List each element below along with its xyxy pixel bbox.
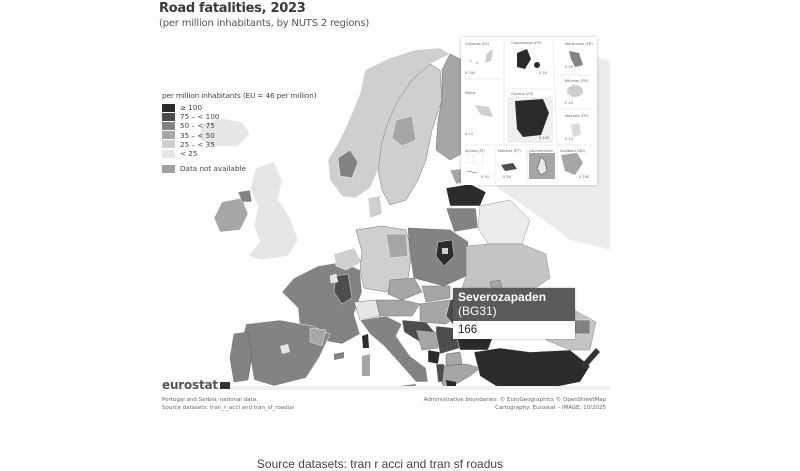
region-slovakia xyxy=(422,286,450,302)
region-bosnia xyxy=(416,330,438,350)
legend-item[interactable] xyxy=(162,140,316,149)
region-warszawa xyxy=(442,248,448,254)
legend-swatch xyxy=(162,140,175,148)
eurostat-logo-text: eurostat xyxy=(162,378,218,392)
map-subtitle: (per million inhabitants, by NUTS 2 regions) xyxy=(159,18,370,29)
legend-swatch xyxy=(162,150,175,158)
footer-sources: Source datasets: tran_r_acci and tran_sf_roadus xyxy=(162,405,295,411)
legend-label: 50 – < 75 xyxy=(180,121,215,131)
legend-label: 75 – < 100 xyxy=(180,112,220,122)
tooltip-value: 166 xyxy=(453,321,575,339)
region-latvia xyxy=(446,184,486,206)
inset-madeira-shape xyxy=(501,163,517,171)
legend-item[interactable] xyxy=(162,131,316,140)
region-denmark xyxy=(368,196,382,218)
inset-canarias-shape xyxy=(485,49,493,63)
inset-label-canarias: Canarias (ES) xyxy=(465,42,490,46)
inset-scale-madeira: 0 50 xyxy=(503,175,512,179)
inset-label-reunion: Réunion (FR) xyxy=(565,79,589,83)
eu-flag-icon xyxy=(220,382,230,389)
legend-swatch xyxy=(162,165,175,173)
region-portugal xyxy=(230,332,252,382)
region-belarus xyxy=(478,200,530,244)
map-title: Road fatalities, 2023 xyxy=(159,1,306,16)
legend-label: < 25 xyxy=(180,149,198,159)
scale-bar xyxy=(580,348,600,370)
legend-title: per million inhabitants (EU = 46 per million) xyxy=(162,91,317,100)
inset-scale-reunion: 0 20 xyxy=(565,101,574,105)
inset-scale-mayotte: 0 10 xyxy=(565,137,574,141)
inset-label-acores: Açores (PT) xyxy=(465,149,486,153)
inset-mayotte-shape xyxy=(571,123,581,137)
region-north-africa xyxy=(230,386,610,390)
region-corsica xyxy=(362,334,369,348)
legend-item[interactable] xyxy=(162,112,316,121)
inset-label-guyane: Guyane (FR) xyxy=(511,92,534,96)
region-turkey xyxy=(474,348,590,390)
region-balearics xyxy=(334,352,344,360)
region-germany-east xyxy=(386,234,408,258)
legend-item[interactable] xyxy=(162,149,316,158)
legend-swatch xyxy=(162,122,175,130)
footer-note: Portugal and Serbia, national data. xyxy=(162,397,258,403)
tooltip-region-name: Severozapaden xyxy=(458,290,547,304)
region-montenegro xyxy=(428,350,440,364)
legend-item-not-available[interactable] xyxy=(162,164,316,173)
region-austria xyxy=(376,300,420,316)
inset-label-mayotte: Mayotte (FR) xyxy=(565,114,589,118)
inset-scale-malta: 0 10 xyxy=(465,132,474,136)
legend-item[interactable] xyxy=(162,121,316,130)
legend-swatch xyxy=(162,113,175,121)
footer-credits xyxy=(424,396,606,412)
region-ireland xyxy=(214,198,248,232)
inset-scale-canarias: 0 100 xyxy=(465,71,476,75)
region-north-macedonia xyxy=(446,352,462,366)
inset-label-guadeloupe: Guadeloupe (FR) xyxy=(511,41,542,45)
legend-swatch xyxy=(162,131,175,139)
region-benelux xyxy=(334,248,362,270)
inset-scale-martinique: 0 20 xyxy=(565,65,574,69)
footer-notes xyxy=(162,396,294,412)
tooltip-region-code: (BG31) xyxy=(458,304,497,318)
legend xyxy=(162,91,316,173)
inset-scale-guyane: 0 100 xyxy=(539,136,550,140)
tooltip-header xyxy=(453,288,575,321)
inset-label-madeira: Madeira (PT) xyxy=(498,149,521,153)
inset-label-svalbard: Svalbard (NO) xyxy=(560,149,586,153)
inset-label-martinique: Martinique (FR) xyxy=(565,42,593,46)
inset-reunion-shape xyxy=(567,85,583,97)
eurostat-logo xyxy=(162,378,230,392)
inset-guadeloupe-shape xyxy=(517,49,531,69)
inset-maps-panel xyxy=(461,37,597,185)
region-lithuania xyxy=(446,208,478,232)
legend-label: 35 – < 50 xyxy=(180,130,215,140)
legend-item[interactable] xyxy=(162,103,316,112)
region-czechia xyxy=(388,278,422,300)
region-tooltip xyxy=(453,288,575,339)
footer-boundaries: Administrative boundaries: © EuroGeographics © OpenStreetMap xyxy=(423,397,606,403)
inset-scale-svalbard: 0 200 xyxy=(579,175,590,179)
legend-swatch xyxy=(162,104,175,112)
region-sardinia xyxy=(362,354,370,376)
inset-label-malta: Malta xyxy=(465,91,475,95)
legend-label: Data not available xyxy=(180,164,246,174)
legend-label: 25 – < 35 xyxy=(180,139,215,149)
inset-maps-graphic xyxy=(461,37,597,185)
inset-scale-acores: 0 50 xyxy=(481,175,490,179)
inset-svalbard-shape xyxy=(561,153,583,175)
footer-cartography: Cartography: Eurostat – IMAGE, 10/2025 xyxy=(495,405,606,411)
inset-label-liechtenstein: Liechtenstein xyxy=(529,149,554,153)
inset-scale-guadeloupe: 0 20 xyxy=(539,71,548,75)
region-uk xyxy=(248,162,298,260)
image-caption: Source datasets: tran r acci and tran sf roadus xyxy=(256,457,504,471)
legend-label: ≥ 100 xyxy=(180,103,203,113)
inset-malta-shape xyxy=(475,105,493,117)
region-switzerland xyxy=(354,300,380,320)
